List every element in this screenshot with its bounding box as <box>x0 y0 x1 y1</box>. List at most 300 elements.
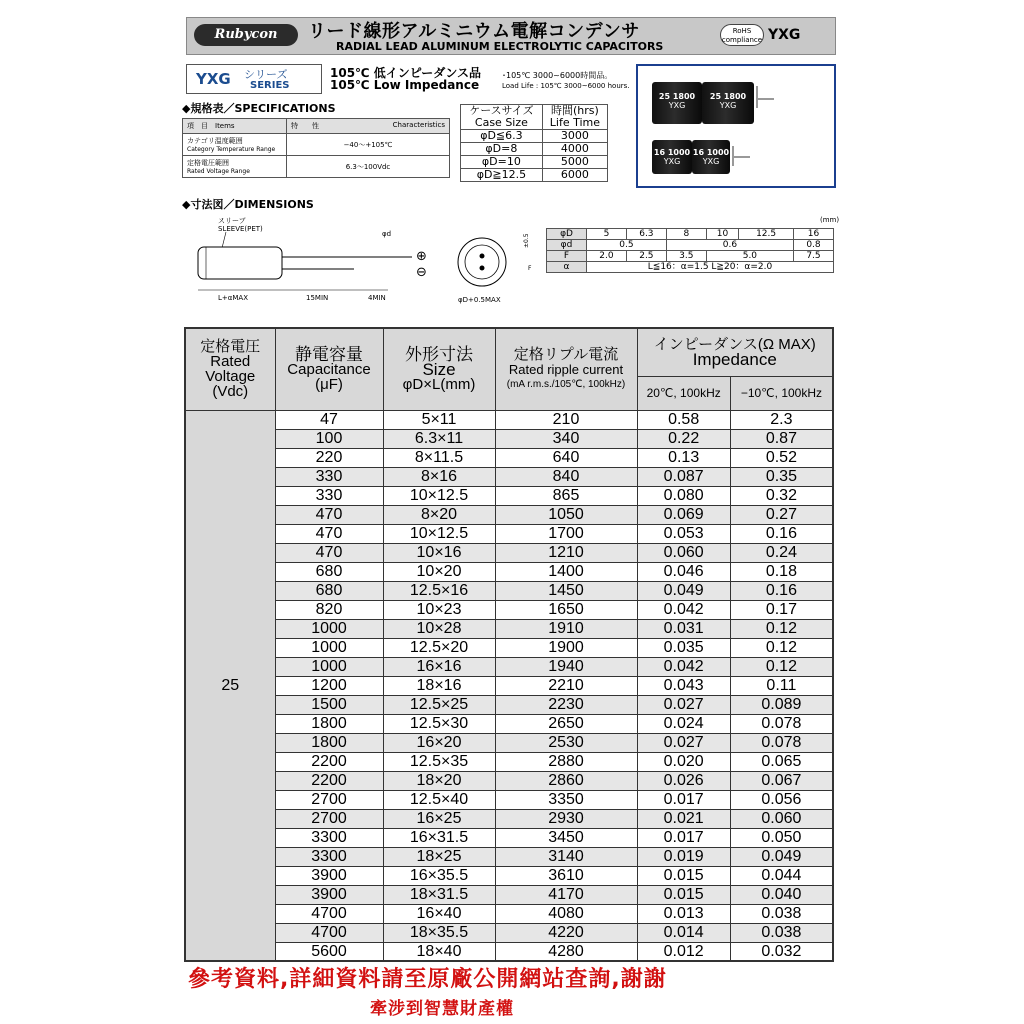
cell-imp-20c: 0.087 <box>637 467 730 486</box>
cell-ripple: 2210 <box>495 676 637 695</box>
sleeve-leader <box>222 232 226 248</box>
spec-col-char <box>287 119 450 134</box>
rohs-badge <box>720 24 764 46</box>
col-ripple-jp: 定格リプル電流 <box>513 345 619 363</box>
table-row <box>185 809 833 828</box>
feature-jp: 105℃ 低インピーダンス品 <box>330 66 482 80</box>
minus-icon: ⊖ <box>416 265 427 280</box>
lead-wire <box>756 86 758 108</box>
cell-ripple: 2230 <box>495 695 637 714</box>
cell-imp-20c: 0.021 <box>637 809 730 828</box>
cell-capacitance: 1500 <box>275 695 383 714</box>
life-cell-life: 6000 <box>542 169 607 182</box>
dim-D-cell: 10 <box>706 229 738 240</box>
table-row <box>185 600 833 619</box>
dim-D-cell: 8 <box>666 229 706 240</box>
cell-ripple: 1700 <box>495 524 637 543</box>
spec-col-item <box>183 119 287 134</box>
feature-en: 105℃ Low Impedance <box>330 78 480 92</box>
table-row <box>185 695 833 714</box>
table-row <box>185 828 833 847</box>
cap-marking: 25 1800 <box>658 92 696 101</box>
life-col-size-jp: ケースサイズ <box>469 104 534 117</box>
spec-row2-jp: 定格電圧範囲 <box>187 159 229 167</box>
cell-ripple: 3610 <box>495 866 637 885</box>
cell-capacitance: 4700 <box>275 923 383 942</box>
col-cap-unit: (μF) <box>315 375 343 393</box>
cell-imp-minus10c: 0.32 <box>730 486 833 505</box>
dim-row-F-label: F <box>547 251 587 262</box>
dim-D-cell: 16 <box>794 229 834 240</box>
cell-size: 10×12.5 <box>383 524 495 543</box>
cell-size: 18×20 <box>383 771 495 790</box>
cell-imp-minus10c: 0.18 <box>730 562 833 581</box>
dim-F-cell: 2.5 <box>626 251 666 262</box>
cell-imp-minus10c: 0.11 <box>730 676 833 695</box>
cell-imp-minus10c: 0.52 <box>730 448 833 467</box>
spec-col-char-en: Characteristics <box>392 121 445 129</box>
capacitor-image <box>652 82 702 124</box>
cell-capacitance: 3900 <box>275 866 383 885</box>
cell-imp-20c: 0.58 <box>637 410 730 429</box>
capacitor-body <box>198 247 282 279</box>
dim-D-cell: 5 <box>587 229 627 240</box>
cap-marking: 16 1000 <box>653 148 691 157</box>
cell-size: 10×16 <box>383 543 495 562</box>
cell-imp-minus10c: 0.078 <box>730 733 833 752</box>
table-row <box>185 524 833 543</box>
end-view-inner <box>465 245 499 279</box>
life-note-en: Load Life : 105℃ 3000~6000 hours. <box>502 82 630 90</box>
tolerance-label: ±0.5 <box>523 233 530 248</box>
cell-ripple: 2860 <box>495 771 637 790</box>
cell-imp-minus10c: 0.060 <box>730 809 833 828</box>
table-row <box>185 942 833 961</box>
cell-imp-20c: 0.017 <box>637 790 730 809</box>
cell-imp-minus10c: 0.35 <box>730 467 833 486</box>
title-english: RADIAL LEAD ALUMINUM ELECTROLYTIC CAPACITORS <box>336 40 664 53</box>
life-row <box>461 143 608 156</box>
dim-d-cell: 0.8 <box>794 240 834 251</box>
cell-size: 16×16 <box>383 657 495 676</box>
dim-row-alpha-label: α <box>547 262 587 273</box>
capacitor-image <box>692 140 730 174</box>
cell-imp-20c: 0.035 <box>637 638 730 657</box>
cell-capacitance: 470 <box>275 505 383 524</box>
cell-capacitance: 330 <box>275 467 383 486</box>
cell-capacitance: 4700 <box>275 904 383 923</box>
capacitor-image <box>652 140 692 174</box>
cell-ripple: 3140 <box>495 847 637 866</box>
table-row <box>185 866 833 885</box>
cell-imp-minus10c: 0.12 <box>730 638 833 657</box>
table-row <box>185 467 833 486</box>
dim-F-cell: 3.5 <box>666 251 706 262</box>
sleeve-label-jp: スリーブ <box>218 217 246 225</box>
cell-imp-20c: 0.015 <box>637 866 730 885</box>
cell-capacitance: 220 <box>275 448 383 467</box>
table-row <box>185 543 833 562</box>
cell-ripple: 210 <box>495 410 637 429</box>
cell-ripple: 4280 <box>495 942 637 961</box>
cell-imp-minus10c: 0.044 <box>730 866 833 885</box>
series-code-header: YXG <box>768 27 801 43</box>
ratings-table <box>184 327 834 962</box>
spec-col-item-jp: 項 目 <box>187 122 208 130</box>
cell-capacitance: 1800 <box>275 714 383 733</box>
spec-row2-value: 6.3〜100Vdc <box>287 156 450 178</box>
cell-size: 16×20 <box>383 733 495 752</box>
col-imp-20c: 20℃, 100kHz <box>637 376 730 410</box>
cell-imp-20c: 0.042 <box>637 657 730 676</box>
cell-imp-minus10c: 0.067 <box>730 771 833 790</box>
cell-imp-20c: 0.019 <box>637 847 730 866</box>
spec-row2-en: Rated Voltage Range <box>187 168 250 175</box>
cell-imp-minus10c: 2.3 <box>730 410 833 429</box>
capacitor-image <box>702 82 754 124</box>
cell-size: 18×25 <box>383 847 495 866</box>
cell-ripple: 1900 <box>495 638 637 657</box>
lead-wire <box>732 156 750 158</box>
cell-size: 10×23 <box>383 600 495 619</box>
cell-size: 8×16 <box>383 467 495 486</box>
cell-imp-minus10c: 0.050 <box>730 828 833 847</box>
life-row <box>461 130 608 143</box>
cell-size: 16×31.5 <box>383 828 495 847</box>
cell-capacitance: 470 <box>275 524 383 543</box>
col-rated-voltage <box>185 328 275 410</box>
cell-ripple: 1650 <box>495 600 637 619</box>
cell-ripple: 4220 <box>495 923 637 942</box>
cell-imp-minus10c: 0.056 <box>730 790 833 809</box>
cell-ripple: 1210 <box>495 543 637 562</box>
dim-D-cell: 6.3 <box>626 229 666 240</box>
cell-capacitance: 3900 <box>275 885 383 904</box>
col-imp-minus10c: −10℃, 100kHz <box>730 376 833 410</box>
dim-d-cell: 0.6 <box>666 240 793 251</box>
cell-imp-minus10c: 0.078 <box>730 714 833 733</box>
cell-imp-20c: 0.060 <box>637 543 730 562</box>
cap-marking: 16 1000 <box>692 148 730 157</box>
cell-size: 16×25 <box>383 809 495 828</box>
cell-imp-minus10c: 0.12 <box>730 619 833 638</box>
table-row <box>185 448 833 467</box>
cell-imp-minus10c: 0.27 <box>730 505 833 524</box>
cell-size: 18×16 <box>383 676 495 695</box>
life-note-jp: ･105℃ 3000~6000時間品。 <box>502 71 613 80</box>
life-col-time-en: Life Time <box>549 116 601 129</box>
cell-ripple: 2930 <box>495 809 637 828</box>
table-row <box>185 562 833 581</box>
cell-imp-20c: 0.027 <box>637 695 730 714</box>
series-code: YXG <box>196 70 231 88</box>
dimension-drawing <box>182 214 542 310</box>
spec-row1-label <box>183 134 287 156</box>
cell-ripple: 1940 <box>495 657 637 676</box>
col-size-unit: φD×L(mm) <box>402 375 476 393</box>
cell-imp-20c: 0.024 <box>637 714 730 733</box>
cell-imp-20c: 0.017 <box>637 828 730 847</box>
cell-ripple: 1400 <box>495 562 637 581</box>
cell-capacitance: 3300 <box>275 828 383 847</box>
cell-capacitance: 1000 <box>275 657 383 676</box>
life-col-size-en: Case Size <box>474 116 528 129</box>
cap-series-marking: YXG <box>663 157 681 166</box>
cell-ripple: 840 <box>495 467 637 486</box>
life-cell-life: 5000 <box>542 156 607 169</box>
cell-capacitance: 47 <box>275 410 383 429</box>
cap-series-marking: YXG <box>668 101 686 110</box>
cell-imp-20c: 0.22 <box>637 429 730 448</box>
lead-dot <box>480 266 485 271</box>
cell-ripple: 3350 <box>495 790 637 809</box>
cell-imp-20c: 0.026 <box>637 771 730 790</box>
lead-diameter-label: φd <box>382 230 392 238</box>
col-ripple-unit: (mA r.m.s./105℃, 100kHz) <box>506 378 626 390</box>
life-time-table <box>460 104 608 182</box>
table-row <box>185 904 833 923</box>
cell-imp-20c: 0.042 <box>637 600 730 619</box>
table-row <box>185 505 833 524</box>
life-row <box>461 169 608 182</box>
specifications-table <box>182 118 450 178</box>
table-row <box>185 714 833 733</box>
table-row <box>185 676 833 695</box>
rohs-line2: compliance <box>721 36 763 44</box>
cell-capacitance: 2700 <box>275 809 383 828</box>
cap-series-marking: YXG <box>702 157 720 166</box>
cell-imp-20c: 0.014 <box>637 923 730 942</box>
dim-row-D-label: φD <box>547 229 587 240</box>
spec-row1-en: Category Temperature Range <box>187 146 276 153</box>
table-row <box>185 885 833 904</box>
spec-row1-jp: カテゴリ温度範囲 <box>187 137 243 145</box>
table-row <box>185 429 833 448</box>
cell-capacitance: 470 <box>275 543 383 562</box>
cell-capacitance: 680 <box>275 562 383 581</box>
cell-imp-minus10c: 0.17 <box>730 600 833 619</box>
series-label-en: SERIES <box>250 80 290 91</box>
table-row <box>185 847 833 866</box>
cell-ripple: 640 <box>495 448 637 467</box>
cell-size: 8×11.5 <box>383 448 495 467</box>
cell-size: 12.5×30 <box>383 714 495 733</box>
spec-row2-label <box>183 156 287 178</box>
table-row <box>185 410 833 429</box>
lead-wire <box>756 98 774 100</box>
cell-size: 8×20 <box>383 505 495 524</box>
col-size-jp: 外形寸法 <box>405 344 473 364</box>
life-row <box>461 156 608 169</box>
cell-imp-20c: 0.043 <box>637 676 730 695</box>
cell-capacitance: 2200 <box>275 752 383 771</box>
col-size <box>383 328 495 410</box>
cell-capacitance: 2200 <box>275 771 383 790</box>
length-label: L+αMAX <box>218 294 249 302</box>
rated-voltage-cell: 25 <box>185 410 275 961</box>
life-col-time <box>542 105 607 130</box>
col-capacitance <box>275 328 383 410</box>
life-cell-size: φD=8 <box>461 143 543 156</box>
cell-size: 12.5×25 <box>383 695 495 714</box>
cell-imp-minus10c: 0.038 <box>730 904 833 923</box>
cell-capacitance: 5600 <box>275 942 383 961</box>
cell-size: 12.5×35 <box>383 752 495 771</box>
dimension-table <box>546 228 834 273</box>
table-row <box>185 581 833 600</box>
cell-size: 16×35.5 <box>383 866 495 885</box>
cell-ripple: 865 <box>495 486 637 505</box>
cell-ripple: 1050 <box>495 505 637 524</box>
cell-imp-minus10c: 0.032 <box>730 942 833 961</box>
dmax-label: φD+0.5MAX <box>458 296 501 304</box>
cell-imp-20c: 0.13 <box>637 448 730 467</box>
cell-ripple: 2880 <box>495 752 637 771</box>
table-row <box>185 638 833 657</box>
cell-imp-minus10c: 0.24 <box>730 543 833 562</box>
cell-capacitance: 1800 <box>275 733 383 752</box>
dim-alpha-cell: L≦16：α=1.5 L≧20：α=2.0 <box>587 262 834 273</box>
cell-ripple: 1450 <box>495 581 637 600</box>
cell-capacitance: 330 <box>275 486 383 505</box>
cell-imp-20c: 0.020 <box>637 752 730 771</box>
col-ripple-en: Rated ripple current <box>508 361 624 377</box>
cell-imp-20c: 0.031 <box>637 619 730 638</box>
table-row <box>185 923 833 942</box>
table-row <box>185 657 833 676</box>
cap-marking: 25 1800 <box>709 92 747 101</box>
life-col-size <box>461 105 543 130</box>
plus-icon: ⊕ <box>416 249 427 264</box>
table-row <box>185 752 833 771</box>
cell-imp-20c: 0.027 <box>637 733 730 752</box>
cell-imp-20c: 0.012 <box>637 942 730 961</box>
cell-capacitance: 2700 <box>275 790 383 809</box>
rohs-line1: RoHS <box>732 27 752 35</box>
life-cell-size: φD≦6.3 <box>461 130 543 143</box>
cell-size: 16×40 <box>383 904 495 923</box>
spec-row1-value: −40〜+105℃ <box>287 134 450 156</box>
cell-capacitance: 820 <box>275 600 383 619</box>
table-row <box>185 486 833 505</box>
unit-label: (mm) <box>820 216 840 224</box>
min15-label: 15MIN <box>306 294 329 302</box>
cell-size: 6.3×11 <box>383 429 495 448</box>
cell-ripple: 1910 <box>495 619 637 638</box>
col-impedance <box>637 328 833 376</box>
cell-imp-20c: 0.013 <box>637 904 730 923</box>
life-cell-size: φD=10 <box>461 156 543 169</box>
cell-imp-minus10c: 0.049 <box>730 847 833 866</box>
cell-ripple: 4080 <box>495 904 637 923</box>
dim-F-cell: 2.0 <box>587 251 627 262</box>
table-row <box>185 733 833 752</box>
col-imp-jp: インピーダンス(Ω MAX) <box>653 336 816 354</box>
cell-ripple: 340 <box>495 429 637 448</box>
cell-size: 10×28 <box>383 619 495 638</box>
col-voltage-en2: Voltage <box>205 368 256 386</box>
col-imp-en: Impedance <box>692 350 777 370</box>
title-japanese: リード線形アルミニウム電解コンデンサ <box>308 21 640 42</box>
col-ripple <box>495 328 637 410</box>
life-cell-life: 4000 <box>542 143 607 156</box>
dim-F-cell: 7.5 <box>794 251 834 262</box>
min4-label: 4MIN <box>368 294 386 302</box>
cell-imp-20c: 0.080 <box>637 486 730 505</box>
series-label-jp: シリーズ <box>244 68 288 81</box>
sleeve-label-en: SLEEVE(PET) <box>218 225 263 233</box>
cell-imp-20c: 0.049 <box>637 581 730 600</box>
cell-ripple: 3450 <box>495 828 637 847</box>
cell-size: 18×40 <box>383 942 495 961</box>
col-voltage-jp: 定格電圧 <box>200 338 261 356</box>
footer-ip-notice: 牽涉到智慧財產權 <box>370 999 514 1019</box>
cell-size: 12.5×16 <box>383 581 495 600</box>
table-row <box>185 790 833 809</box>
rubycon-logo: Rubycon <box>194 24 298 46</box>
table-row <box>185 771 833 790</box>
cell-size: 12.5×40 <box>383 790 495 809</box>
cell-ripple: 4170 <box>495 885 637 904</box>
table-row <box>185 619 833 638</box>
cap-series-marking: YXG <box>719 101 737 110</box>
specifications-heading: ◆規格表／SPECIFICATIONS <box>182 102 336 115</box>
cell-ripple: 2650 <box>495 714 637 733</box>
footer-notice: 參考資料,詳細資料請至原廠公開網站查詢,謝謝 <box>188 967 667 992</box>
cell-capacitance: 3300 <box>275 847 383 866</box>
spec-col-item-en: Items <box>215 122 235 130</box>
cell-capacitance: 1000 <box>275 619 383 638</box>
life-cell-life: 3000 <box>542 130 607 143</box>
cell-imp-20c: 0.015 <box>637 885 730 904</box>
product-photo <box>636 64 836 188</box>
cell-imp-minus10c: 0.038 <box>730 923 833 942</box>
dim-d-cell: 0.5 <box>587 240 667 251</box>
cell-imp-minus10c: 0.16 <box>730 581 833 600</box>
dim-F-cell: 5.0 <box>706 251 793 262</box>
cell-imp-minus10c: 0.040 <box>730 885 833 904</box>
cell-capacitance: 680 <box>275 581 383 600</box>
col-cap-en: Capacitance <box>287 360 371 378</box>
cell-size: 10×20 <box>383 562 495 581</box>
f-label: F <box>528 265 532 272</box>
cell-size: 10×12.5 <box>383 486 495 505</box>
cell-imp-minus10c: 0.065 <box>730 752 833 771</box>
cell-capacitance: 1200 <box>275 676 383 695</box>
lead-dot <box>480 254 485 259</box>
col-voltage-unit: (Vdc) <box>212 383 249 401</box>
cell-capacitance: 1000 <box>275 638 383 657</box>
cell-imp-20c: 0.069 <box>637 505 730 524</box>
cell-size: 5×11 <box>383 410 495 429</box>
col-voltage-en1: Rated <box>210 353 251 371</box>
dimensions-heading: ◆寸法図／DIMENSIONS <box>182 198 314 211</box>
cell-imp-20c: 0.053 <box>637 524 730 543</box>
cell-size: 18×35.5 <box>383 923 495 942</box>
cell-size: 18×31.5 <box>383 885 495 904</box>
cell-imp-minus10c: 0.87 <box>730 429 833 448</box>
col-cap-jp: 静電容量 <box>295 344 363 364</box>
cell-imp-minus10c: 0.089 <box>730 695 833 714</box>
life-cell-size: φD≧12.5 <box>461 169 543 182</box>
col-size-en: Size <box>422 359 456 379</box>
cell-imp-minus10c: 0.12 <box>730 657 833 676</box>
cell-size: 12.5×20 <box>383 638 495 657</box>
cell-ripple: 2530 <box>495 733 637 752</box>
cell-capacitance: 100 <box>275 429 383 448</box>
dim-row-d-label: φd <box>547 240 587 251</box>
spec-col-char-jp: 特 性 <box>291 122 319 130</box>
